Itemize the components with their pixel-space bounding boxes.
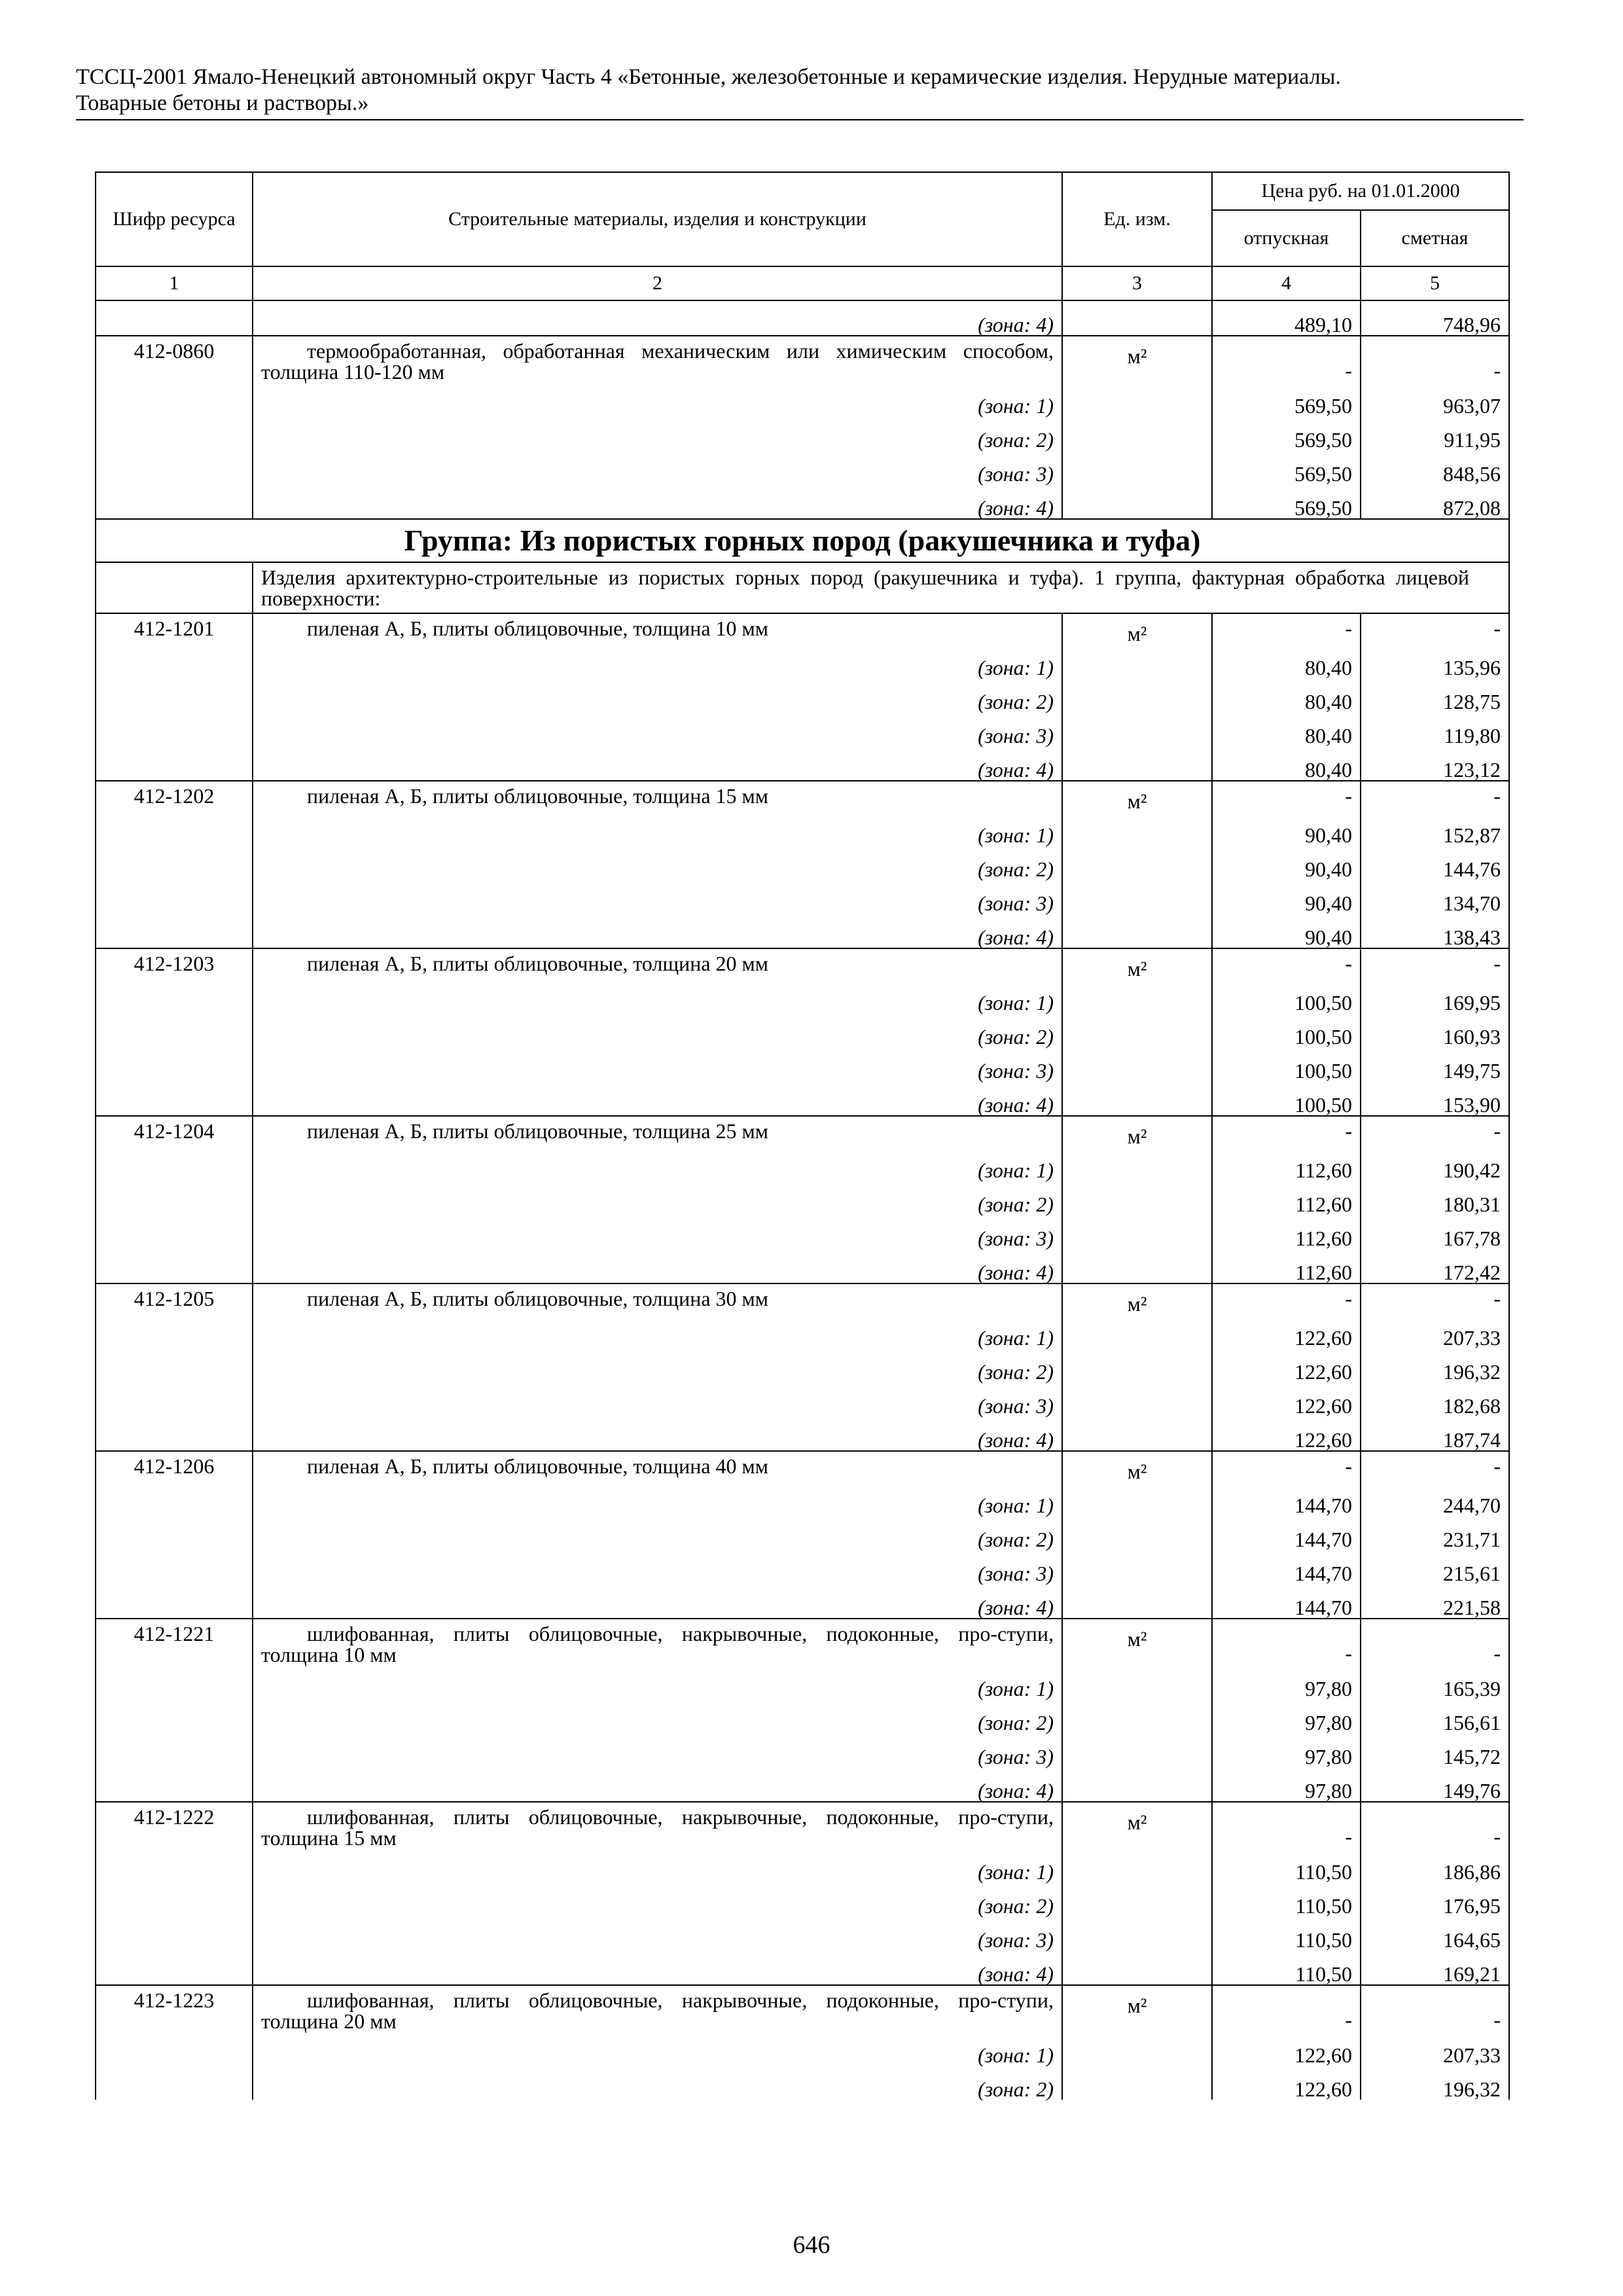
zone-row: [96, 1584, 1509, 1619]
estimate-price: 164,65: [1361, 1916, 1509, 1950]
zone-row: [96, 979, 1509, 1013]
zone-label: (зона: 1): [253, 1482, 1062, 1516]
resource-code: 412-1221: [96, 1619, 253, 1665]
zone-label: (зона: 3): [253, 1916, 1062, 1950]
column-header-code: Шифр ресурса: [96, 172, 253, 266]
resource-name: пиленая А, Б, плиты облицовочные, толщина 10 мм: [253, 613, 1062, 644]
column-number-row: [96, 266, 1509, 300]
estimate-price: 186,86: [1361, 1848, 1509, 1882]
unit-cell: [1062, 1283, 1212, 1314]
wholesale-price: -: [1212, 1283, 1361, 1314]
page-number: 646: [793, 2231, 830, 2259]
resource-name: пиленая А, Б, плиты облицовочные, толщина 20 мм: [253, 948, 1062, 979]
estimate-price: 176,95: [1361, 1882, 1509, 1916]
unit: м²: [1127, 789, 1147, 813]
resource-name: пиленая А, Б, плиты облицовочные, толщина 30 мм: [253, 1283, 1062, 1314]
column-number-3: 3: [1062, 266, 1212, 300]
estimate-price: -: [1361, 1116, 1509, 1147]
zone-label: (зона: 4): [253, 746, 1062, 781]
carry-over-row: [96, 300, 1509, 336]
unit: м²: [1127, 1292, 1147, 1316]
resource-row: [96, 948, 1509, 979]
price-table-body: [96, 172, 1509, 2100]
zone-row: [96, 812, 1509, 846]
estimate-price: 165,39: [1361, 1665, 1509, 1699]
zone-label: (зона: 3): [253, 1047, 1062, 1081]
wholesale-price: 100,50: [1212, 1047, 1361, 1081]
zone-row: [96, 1665, 1509, 1699]
wholesale-price: 122,60: [1212, 1314, 1361, 1348]
unit: м²: [1127, 1627, 1147, 1651]
price-table: [95, 171, 1510, 2100]
wholesale-price: 90,40: [1212, 914, 1361, 948]
wholesale-price: 112,60: [1212, 1147, 1361, 1181]
zone-label: (зона: 3): [253, 1733, 1062, 1767]
zone-row: [96, 1081, 1509, 1116]
estimate-price: 134,70: [1361, 880, 1509, 914]
zone-label: (зона: 3): [253, 712, 1062, 746]
zone-row: [96, 914, 1509, 948]
zone-row: [96, 1382, 1509, 1416]
zone-label: (зона: 4): [253, 1416, 1062, 1451]
column-number-2: 2: [253, 266, 1062, 300]
zone-row: [96, 1147, 1509, 1181]
wholesale-price: 90,40: [1212, 880, 1361, 914]
estimate-price: 180,31: [1361, 1181, 1509, 1215]
wholesale-price: 90,40: [1212, 812, 1361, 846]
estimate-price: 221,58: [1361, 1584, 1509, 1619]
resource-name: термообработанная, обработанная механическим или химическим способом, толщина 110-120 мм: [253, 336, 1062, 382]
unit-cell: [1062, 1619, 1212, 1665]
estimate-price: -: [1361, 1985, 1509, 2032]
wholesale-price: 97,80: [1212, 1699, 1361, 1733]
zone-row: [96, 1181, 1509, 1215]
wholesale-price: 144,70: [1212, 1584, 1361, 1619]
estimate-price: 144,76: [1361, 846, 1509, 880]
wholesale-price: 110,50: [1212, 1916, 1361, 1950]
estimate-price: -: [1361, 336, 1509, 382]
zone-label: (зона: 1): [253, 979, 1062, 1013]
wholesale-price: 569,50: [1212, 416, 1361, 450]
column-number-4: 4: [1212, 266, 1361, 300]
zone-row: [96, 1249, 1509, 1283]
resource-row: [96, 1802, 1509, 1848]
wholesale-price: 80,40: [1212, 678, 1361, 712]
zone-label: (зона: 2): [253, 1699, 1062, 1733]
zone-label: (зона: 3): [253, 1215, 1062, 1249]
zone-label: (зона: 2): [253, 1013, 1062, 1047]
unit: м²: [1127, 957, 1147, 980]
zone-label: (зона: 3): [253, 1550, 1062, 1584]
zone-row: [96, 678, 1509, 712]
zone-row: [96, 1348, 1509, 1382]
wholesale-price: 100,50: [1212, 1013, 1361, 1047]
resource-code: 412-1203: [96, 948, 253, 979]
estimate-price: 119,80: [1361, 712, 1509, 746]
estimate-price: -: [1361, 948, 1509, 979]
price-table-wrapper: [95, 171, 1508, 2100]
resource-code: 412-1223: [96, 1985, 253, 2032]
zone-label: (зона: 2): [253, 1181, 1062, 1215]
unit-cell: [1062, 1985, 1212, 2032]
estimate-price: 748,96: [1361, 300, 1509, 336]
wholesale-price: 80,40: [1212, 644, 1361, 678]
unit: м²: [1127, 622, 1147, 645]
unit-cell: [1062, 1451, 1212, 1482]
unit-cell: [1062, 1802, 1212, 1848]
zone-label: (зона: 3): [253, 450, 1062, 484]
resource-code: 412-1202: [96, 781, 253, 812]
group-title: Группа: Из пористых горных пород (ракушечника и туфа): [96, 519, 1509, 562]
resource-code: 412-1201: [96, 613, 253, 644]
resource-row: [96, 1451, 1509, 1482]
zone-label: (зона: 1): [253, 644, 1062, 678]
zone-row: [96, 1013, 1509, 1047]
header-line-2: Товарные бетоны и растворы.»: [76, 91, 369, 115]
wholesale-price: 122,60: [1212, 2032, 1361, 2066]
unit: м²: [1127, 1124, 1147, 1148]
table-header-row-1: [96, 172, 1509, 210]
wholesale-price: 122,60: [1212, 2066, 1361, 2100]
estimate-price: 149,75: [1361, 1047, 1509, 1081]
wholesale-price: 569,50: [1212, 484, 1361, 519]
zone-label: (зона: 4): [253, 1950, 1062, 1985]
resource-name: пиленая А, Б, плиты облицовочные, толщина 25 мм: [253, 1116, 1062, 1147]
estimate-price: 848,56: [1361, 450, 1509, 484]
column-header-wholesale: отпускная: [1212, 210, 1361, 266]
page-header: [76, 64, 1524, 120]
unit: м²: [1127, 344, 1147, 368]
wholesale-price: -: [1212, 1116, 1361, 1147]
zone-label: (зона: 2): [253, 678, 1062, 712]
estimate-price: -: [1361, 1619, 1509, 1665]
zone-row: [96, 1882, 1509, 1916]
zone-label: (зона: 2): [253, 2066, 1062, 2100]
estimate-price: 138,43: [1361, 914, 1509, 948]
unit: м²: [1127, 1460, 1147, 1483]
resource-code: 412-1222: [96, 1802, 253, 1848]
zone-row: [96, 746, 1509, 781]
estimate-price: 149,76: [1361, 1767, 1509, 1802]
estimate-price: 153,90: [1361, 1081, 1509, 1116]
estimate-price: 244,70: [1361, 1482, 1509, 1516]
wholesale-price: 569,50: [1212, 382, 1361, 416]
resource-row: [96, 1283, 1509, 1314]
wholesale-price: 122,60: [1212, 1382, 1361, 1416]
zone-row: [96, 1416, 1509, 1451]
wholesale-price: -: [1212, 613, 1361, 644]
estimate-price: 169,21: [1361, 1950, 1509, 1985]
zone-row: [96, 1848, 1509, 1882]
unit: м²: [1127, 1994, 1147, 2017]
wholesale-price: -: [1212, 1985, 1361, 2032]
resource-name: шлифованная, плиты облицовочные, накрывочные, подоконные, про-ступи, толщина 10 мм: [253, 1619, 1062, 1665]
zone-row: [96, 382, 1509, 416]
estimate-price: 196,32: [1361, 1348, 1509, 1382]
zone-row: [96, 880, 1509, 914]
resource-row: [96, 1985, 1509, 2032]
zone-row: [96, 1916, 1509, 1950]
estimate-price: 215,61: [1361, 1550, 1509, 1584]
estimate-price: 152,87: [1361, 812, 1509, 846]
zone-label: (зона: 1): [253, 382, 1062, 416]
resource-row: [96, 1116, 1509, 1147]
wholesale-price: 110,50: [1212, 1848, 1361, 1882]
zone-row: [96, 1699, 1509, 1733]
zone-label: (зона: 3): [253, 880, 1062, 914]
unit-cell: [1062, 781, 1212, 812]
wholesale-price: -: [1212, 336, 1361, 382]
resource-name: шлифованная, плиты облицовочные, накрывочные, подоконные, про-ступи, толщина 20 мм: [253, 1985, 1062, 2032]
unit-cell: [1062, 613, 1212, 644]
zone-label: (зона: 1): [253, 812, 1062, 846]
wholesale-price: 569,50: [1212, 450, 1361, 484]
resource-row: [96, 1619, 1509, 1665]
estimate-price: 167,78: [1361, 1215, 1509, 1249]
zone-row: [96, 484, 1509, 519]
resource-name: пиленая А, Б, плиты облицовочные, толщина 40 мм: [253, 1451, 1062, 1482]
zone-label: (зона: 4): [253, 484, 1062, 519]
zone-row: [96, 1215, 1509, 1249]
estimate-price: 196,32: [1361, 2066, 1509, 2100]
zone-row: [96, 1047, 1509, 1081]
column-header-price: Цена руб. на 01.01.2000: [1212, 172, 1509, 210]
unit-cell: [1062, 336, 1212, 382]
zone-label: (зона: 2): [253, 416, 1062, 450]
wholesale-price: 144,70: [1212, 1550, 1361, 1584]
wholesale-price: 144,70: [1212, 1482, 1361, 1516]
wholesale-price: 97,80: [1212, 1733, 1361, 1767]
wholesale-price: 144,70: [1212, 1516, 1361, 1550]
zone-label: (зона: 4): [253, 300, 1062, 336]
unit: м²: [1127, 1810, 1147, 1834]
zone-row: [96, 1733, 1509, 1767]
zone-row: [96, 644, 1509, 678]
estimate-price: -: [1361, 1451, 1509, 1482]
zone-label: (зона: 2): [253, 1516, 1062, 1550]
estimate-price: 172,42: [1361, 1249, 1509, 1283]
unit-cell: [1062, 948, 1212, 979]
zone-label: (зона: 1): [253, 2032, 1062, 2066]
group-intro-row: [96, 562, 1509, 613]
resource-name: шлифованная, плиты облицовочные, накрывочные, подоконные, про-ступи, толщина 15 мм: [253, 1802, 1062, 1848]
zone-label: (зона: 4): [253, 1081, 1062, 1116]
zone-row: [96, 1516, 1509, 1550]
wholesale-price: 489,10: [1212, 300, 1361, 336]
estimate-price: 156,61: [1361, 1699, 1509, 1733]
wholesale-price: -: [1212, 948, 1361, 979]
estimate-price: -: [1361, 781, 1509, 812]
wholesale-price: -: [1212, 781, 1361, 812]
resource-code: 412-1205: [96, 1283, 253, 1314]
column-header-estimate: сметная: [1361, 210, 1509, 266]
estimate-price: 207,33: [1361, 2032, 1509, 2066]
estimate-price: -: [1361, 1283, 1509, 1314]
wholesale-price: 122,60: [1212, 1416, 1361, 1451]
estimate-price: 135,96: [1361, 644, 1509, 678]
column-header-name: Строительные материалы, изделия и конструкции: [253, 172, 1062, 266]
estimate-price: 123,12: [1361, 746, 1509, 781]
zone-label: (зона: 4): [253, 1767, 1062, 1802]
zone-row: [96, 2032, 1509, 2066]
resource-row: [96, 781, 1509, 812]
resource-row: [96, 613, 1509, 644]
estimate-price: 872,08: [1361, 484, 1509, 519]
zone-label: (зона: 4): [253, 1249, 1062, 1283]
zone-row: [96, 712, 1509, 746]
wholesale-price: 100,50: [1212, 1081, 1361, 1116]
estimate-price: 207,33: [1361, 1314, 1509, 1348]
wholesale-price: 112,60: [1212, 1249, 1361, 1283]
zone-label: (зона: 4): [253, 1584, 1062, 1619]
estimate-price: 145,72: [1361, 1733, 1509, 1767]
column-header-unit: Ед. изм.: [1062, 172, 1212, 266]
resource-code: 412-1206: [96, 1451, 253, 1482]
wholesale-price: 110,50: [1212, 1882, 1361, 1916]
zone-label: (зона: 1): [253, 1314, 1062, 1348]
wholesale-price: 80,40: [1212, 746, 1361, 781]
zone-label: (зона: 1): [253, 1147, 1062, 1181]
zone-label: (зона: 4): [253, 914, 1062, 948]
group-intro: Изделия архитектурно-строительные из пористых горных пород (ракушечника и туфа). 1 группа, фактурная обработка лицевой поверхности:: [253, 562, 1509, 613]
estimate-price: 911,95: [1361, 416, 1509, 450]
zone-label: (зона: 2): [253, 1348, 1062, 1382]
zone-row: [96, 1550, 1509, 1584]
resource-code: 412-1204: [96, 1116, 253, 1147]
wholesale-price: 97,80: [1212, 1665, 1361, 1699]
wholesale-price: 122,60: [1212, 1348, 1361, 1382]
estimate-price: 169,95: [1361, 979, 1509, 1013]
estimate-price: 190,42: [1361, 1147, 1509, 1181]
estimate-price: -: [1361, 613, 1509, 644]
column-number-1: 1: [96, 266, 253, 300]
zone-row: [96, 846, 1509, 880]
resource-row: [96, 336, 1509, 382]
zone-label: (зона: 2): [253, 1882, 1062, 1916]
unit-cell: [1062, 1116, 1212, 1147]
wholesale-price: -: [1212, 1619, 1361, 1665]
wholesale-price: 90,40: [1212, 846, 1361, 880]
zone-label: (зона: 1): [253, 1665, 1062, 1699]
estimate-price: 182,68: [1361, 1382, 1509, 1416]
estimate-price: -: [1361, 1802, 1509, 1848]
zone-row: [96, 450, 1509, 484]
estimate-price: 160,93: [1361, 1013, 1509, 1047]
zone-label: (зона: 2): [253, 846, 1062, 880]
zone-row: [96, 1314, 1509, 1348]
wholesale-price: -: [1212, 1451, 1361, 1482]
wholesale-price: 100,50: [1212, 979, 1361, 1013]
wholesale-price: 112,60: [1212, 1215, 1361, 1249]
estimate-price: 231,71: [1361, 1516, 1509, 1550]
wholesale-price: 112,60: [1212, 1181, 1361, 1215]
estimate-price: 128,75: [1361, 678, 1509, 712]
wholesale-price: 110,50: [1212, 1950, 1361, 1985]
wholesale-price: 97,80: [1212, 1767, 1361, 1802]
resource-code: 412-0860: [96, 336, 253, 382]
zone-row: [96, 1950, 1509, 1985]
zone-row: [96, 2066, 1509, 2100]
estimate-price: 187,74: [1361, 1416, 1509, 1451]
header-line-1: ТССЦ-2001 Ямало-Ненецкий автономный округ Часть 4 «Бетонные, железобетонные и керамические изделия. Нерудные материалы.: [76, 65, 1341, 89]
wholesale-price: 80,40: [1212, 712, 1361, 746]
zone-label: (зона: 1): [253, 1848, 1062, 1882]
zone-row: [96, 416, 1509, 450]
group-row: [96, 519, 1509, 562]
wholesale-price: -: [1212, 1802, 1361, 1848]
zone-row: [96, 1482, 1509, 1516]
resource-name: пиленая А, Б, плиты облицовочные, толщина 15 мм: [253, 781, 1062, 812]
zone-label: (зона: 3): [253, 1382, 1062, 1416]
zone-row: [96, 1767, 1509, 1802]
estimate-price: 963,07: [1361, 382, 1509, 416]
column-number-5: 5: [1361, 266, 1509, 300]
